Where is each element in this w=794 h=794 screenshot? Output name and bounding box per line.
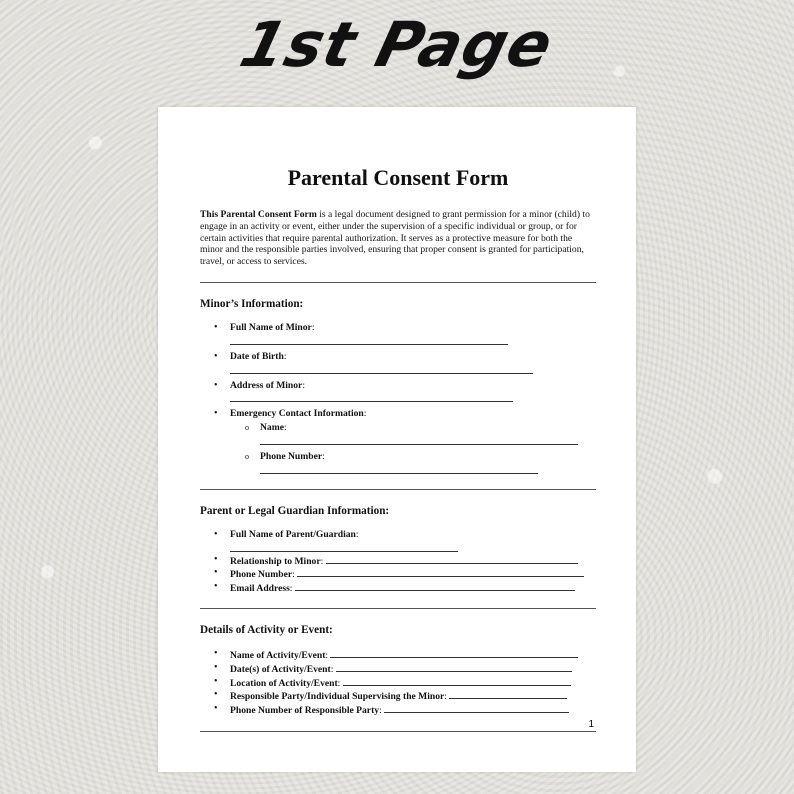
minors-info-list (200, 322, 596, 474)
colon: : (283, 422, 287, 434)
activity-name-field[interactable] (330, 648, 578, 658)
activity-info-list (200, 648, 596, 717)
list-item (200, 322, 596, 345)
section-divider (200, 731, 596, 732)
colon: : (320, 555, 324, 567)
ec-phone-field[interactable] (260, 463, 538, 474)
form-title: Parental Consent Form (287, 165, 509, 190)
ec-name-field[interactable] (260, 434, 578, 445)
emergency-contact-label: Emergency Contact Information (230, 408, 364, 420)
minor-name-label: Full Name of Minor (230, 321, 312, 333)
list-item (200, 529, 596, 552)
document-page (158, 107, 636, 772)
minor-address-field[interactable] (230, 391, 513, 402)
minors-info-heading: Minor’s Information: (200, 297, 304, 310)
list-item (200, 351, 596, 374)
responsible-phone-label: Phone Number of Responsible Party (230, 705, 380, 717)
relationship-field[interactable] (326, 554, 578, 564)
guardian-phone-label: Phone Number (230, 569, 293, 581)
list-item (200, 554, 596, 568)
intro-text: is a legal document designed to grant permission for a minor (child) to engage in an activity or event, either under the supervision of a specific individual or group, or for certain activities that require parental authorization. It serves as a protective measure for both the minor and the responsible parties involved, ensuring that proper consent is granted for participation, travel, or access to services. (200, 209, 590, 268)
colon: : (322, 450, 325, 462)
colon: : (311, 321, 315, 333)
responsible-party-field[interactable] (449, 689, 567, 699)
sub-item (230, 422, 596, 445)
list-item (200, 648, 596, 662)
activity-info-heading: Details of Activity or Event: (200, 623, 333, 636)
colon: : (325, 649, 329, 661)
colon: : (289, 583, 293, 595)
activity-dates-field[interactable] (336, 662, 572, 672)
colon: : (337, 677, 341, 689)
colon: : (302, 379, 305, 391)
intro-bold: This Parental Consent Form (200, 209, 317, 220)
sub-item (230, 451, 596, 474)
list-item (200, 676, 596, 690)
list-item (200, 380, 596, 403)
banner-title: 1st Page (233, 8, 561, 81)
colon: : (292, 569, 295, 581)
guardian-name-field[interactable] (230, 541, 458, 552)
email-label: Email Address (230, 583, 290, 595)
section-divider (200, 489, 596, 490)
ec-phone-label: Phone Number (260, 450, 323, 462)
ec-name-label: Name (260, 422, 284, 434)
activity-location-field[interactable] (343, 676, 571, 686)
activity-location-label: Location of Activity/Event (230, 677, 338, 689)
form-content (200, 165, 596, 732)
dob-field[interactable] (230, 363, 533, 374)
relationship-label: Relationship to Minor (230, 555, 321, 567)
email-field[interactable] (295, 581, 575, 591)
colon: : (379, 705, 382, 717)
activity-name-label: Name of Activity/Event (230, 649, 326, 661)
colon: : (363, 408, 367, 420)
responsible-phone-field[interactable] (384, 703, 569, 713)
list-item (200, 567, 596, 581)
section-divider (200, 282, 596, 283)
guardian-name-label: Full Name of Parent/Guardian (230, 528, 356, 540)
minor-name-field[interactable] (230, 334, 508, 345)
intro-paragraph (200, 209, 596, 268)
colon: : (355, 528, 359, 540)
guardian-info-list (200, 529, 596, 595)
list-item (200, 689, 596, 703)
colon: : (444, 691, 447, 703)
colon: : (330, 663, 334, 675)
list-item (200, 662, 596, 676)
list-item (200, 581, 596, 595)
list-item (200, 408, 596, 473)
colon: : (283, 350, 287, 362)
list-item (200, 703, 596, 717)
activity-dates-label: Date(s) of Activity/Event (230, 663, 331, 675)
guardian-info-heading: Parent or Legal Guardian Information: (200, 504, 390, 517)
page-number: 1 (588, 719, 594, 730)
minor-address-label: Address of Minor (230, 379, 303, 391)
dob-label: Date of Birth (230, 350, 284, 362)
section-divider (200, 608, 596, 609)
responsible-party-label: Responsible Party/Individual Supervising the Minor (230, 691, 445, 703)
guardian-phone-field[interactable] (297, 567, 584, 577)
